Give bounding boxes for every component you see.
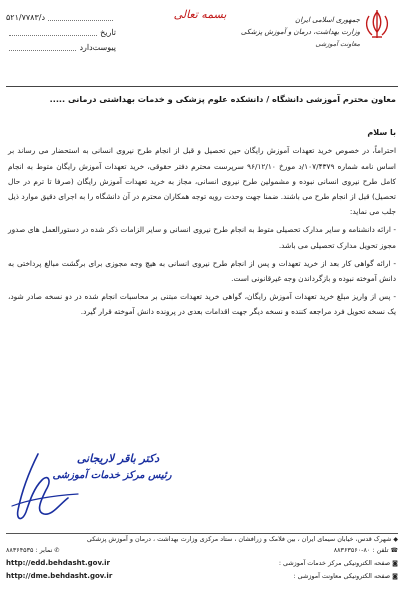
attachment-value: دارد [79,43,93,52]
phone-cell [334,545,398,556]
gov-line-1: جمهوری اسلامی ایران [295,16,360,24]
reference-number: ۵۲۱/۷۷۸۳/د [6,13,46,22]
fax-icon: ✆ [54,547,60,554]
signatory-name: دکتر باقر لاریجانی [76,452,160,465]
letter-body [8,92,396,323]
reference-row [6,10,116,25]
phone-label: تلفن : [372,546,389,554]
gov-line-3: معاونت آموزشی [315,40,360,48]
footer-site-1 [6,558,398,569]
phone-value: ۸۸۳۶۳۵۶۰-۸۰ [333,546,371,554]
footer-address [6,534,398,545]
fax-value: ۸۸۳۶۴۵۳۵ [6,546,34,554]
iran-emblem-icon [360,8,394,42]
paragraph-item-2: - ارائه گواهی کار بعد از خرید تعهدات و پس از انجام طرح نیروی انسانی به هیچ وجه مجوزی برای برگشت مبالغ پرداختی به دانش آموخته نبوده و بازگرداندن وجه غیرقانونی است. [8,258,396,284]
government-header [240,14,360,50]
paragraph-intro: احتراماً، در خصوص خرید تعهدات آموزش رایگان حین تحصیل و قبل از انجام طرح نیروی انسانی به استحضار می رساند بر اساس نامه شماره ۱۰۷/۴۳۷۹/د مورخ ۹۶/۱۲/۱۰ سرپرست محترم دفتر حقوقی، خرید تعهدات آموزش رایگان متوط به انجام کامل طرح نیروی انسانی نبوده و مشمولین طرح نیروی انسانی، مجاز به خرید تعهدات آموزش رایگان (صرفا تا ترم در حال تحصیل) قبل از انجام طرح می باشند. ضمنا جهت وحدت رویه توجه همکاران محترم در آن دانشگاه را به اجرای دقیق موارد ذیل جلب می نماید: [8,146,396,217]
recipient-line: معاون محترم آموزشی دانشگاه / دانشکده علوم پزشکی و خدمات بهداشتی درمانی ..... [49,94,396,104]
signature-block [8,450,198,530]
attachment-prefix: پیوست [92,43,116,52]
phone-icon: ☎ [390,547,398,554]
letter-footer [6,534,398,582]
signatory-title: رئیس مرکز خدمات آموزشی [52,470,172,481]
greeting: با سلام [367,128,396,138]
address-text: شهرک قدس، خیابان سیمای ایران ، بین فلامک و زرافشان ، ستاد مرکزی وزارت بهداشت ، درمان و آموزش پزشکی [86,535,392,543]
fax-cell [6,545,59,556]
site1-label: صفحه الکترونیکی مرکز خدمات آموزشی : [278,559,391,567]
paragraph-item-3: - پس از واریز مبلغ خرید تعهدات آموزش رایگان، گواهی خرید تعهدات مبتنی بر محاسبات انجام شده در دو نسخه صادر شود، یک نسخه تحویل فرد مراجعه کننده و نسخه دیگر جهت اقدامات بعدی در پرونده دانش آموخته قرار گیرد. [8,292,396,317]
site1-link[interactable]: http://edd.behdasht.gov.ir [6,559,110,567]
bismillah-heading: بسمه تعالی [173,8,227,21]
globe-icon: ◙ [392,573,398,580]
site2-label: صفحه الکترونیکی معاونت آموزشی : [293,572,391,580]
header-divider [6,86,398,87]
reference-box [6,10,116,55]
site2-link[interactable]: http://dme.behdasht.gov.ir [6,572,113,580]
fax-label: نمابر : [35,546,53,554]
date-row [6,25,116,40]
footer-site-2 [6,571,398,582]
attachment-row [6,40,116,55]
bullet-icon: ◆ [393,536,398,543]
paragraph-item-1: - ارائه دانشنامه و سایر مدارک تحصیلی متوط به انجام طرح نیروی انسانی و سایر الزامات ذکر شده در دستورالعمل های صدور مجوز تحویل مدارک تحصیلی می باشد. [8,225,396,250]
globe-icon: ◙ [392,560,398,567]
date-label: تاریخ [100,28,116,37]
gov-line-2: وزارت بهداشت، درمان و آموزش پزشکی [240,28,360,36]
footer-contacts [6,545,398,556]
